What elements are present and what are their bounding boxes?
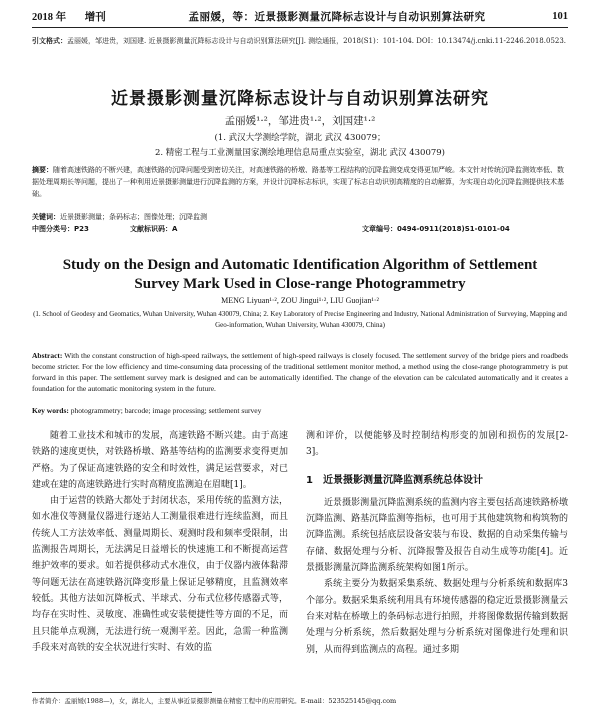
body-left-column	[32, 428, 288, 656]
keywords-en-label: Key words:	[32, 406, 69, 415]
keywords-en-text: photogrammetry; barcode; image processing; settlement survey	[70, 406, 262, 415]
affiliation-en: (1. School of Geodesy and Geomatics, Wuhan University, Wuhan 430079, China; 2. Key Laboratory of Precise Engineering and Industry, National Administration of Surveying, Mapping and Geo-information, Wuhan University, Wuhan 430079, China)	[33, 310, 567, 329]
article-number: 文章编号：0494-0911(2018)S1-0101-04	[362, 225, 510, 233]
citation-text: 孟丽媛，邹进贵，刘国建. 近景摄影测量沉降标志设计与自动识别算法研究[J]. 测绘通报，2018(S1)：101-104. DOI：10.13474/j.cnki.11-2246.2018.0523.	[67, 37, 567, 45]
abstract-cn-text: 随着高速铁路的不断兴建，高速铁路的沉降问题受到密切关注，对高速铁路的桥墩、路基等工程结构的沉降监测变成变得更加严峻。本文针对传统沉降监测效率低、数据处理周期长等问题，提出了一种利用近景摄影测量进行沉降监测的方案，并设计沉降标志标识，实现了标志自动识别高精度的自动解算，为实现自动化沉降监测提供技术基础。	[32, 166, 564, 198]
abstract-en-label: Abstract:	[32, 351, 63, 360]
header-running-title: 孟丽媛，等：近景摄影测量沉降标志设计与自动识别算法研究	[188, 12, 486, 23]
section-title: 近景摄影测量沉降监测系统总体设计	[322, 474, 483, 486]
header-left	[32, 9, 122, 24]
authors-en: MENG Liyuan¹·², ZOU Jingui¹·², LIU Guojian¹·²	[221, 296, 379, 305]
keywords-cn	[32, 211, 568, 223]
abstract-en-text: With the constant construction of high-speed railways, the settlement of high-speed railways is closely focused. The settlement survey of the bridge piers and roadbeds become stricter. For the low efficiency and time-consuming data processing of the traditional settlement monitor method, a method using the close-range photogrammetry is put forward in this paper. The settlement survey mark is designed and can be automatically identified. The change of the elevation can be calculated automatically and it creates a foundation for the automatic monitoring system in the future.	[32, 351, 568, 393]
footnote-rule	[32, 692, 212, 693]
authors-cn: 孟丽媛¹·²，邹进贵¹·²，刘国建¹·²	[224, 115, 376, 127]
section-heading	[306, 473, 568, 489]
section-number: 1	[306, 474, 313, 486]
abstract-cn-label: 摘要：	[32, 166, 53, 174]
abstract-en	[32, 350, 568, 394]
document-code: 文献标识码：A	[130, 225, 178, 233]
affiliation-cn-1: (1. 武汉大学测绘学院，湖北 武汉 430079；	[214, 133, 386, 143]
body-paragraph: 近景摄影测量沉降监测系统的监测内容主要包括高速铁路桥墩沉降监测、路基沉降监测等指标，也可用于其他建筑物和构筑物的沉降监测。系统包括底层设备安装与布设、数据的自动采集传输与存储、数据处理与分析、沉降报警及报告自动生成等功能[4]。近景摄影测量沉降监测系统架构如图1所示。	[306, 497, 568, 574]
author-footnote: 作者简介：孟丽媛(1988—)，女，湖北人，主要从事近景摄影测量在精密工程中的应用研究。E-mail：523525145@qq.com	[32, 697, 397, 705]
affiliation-cn-2: 2. 精密工程与工业测量国家测绘地理信息局重点实验室，湖北 武汉 430079)	[155, 148, 445, 158]
header-page-number: 101	[552, 11, 568, 22]
citation-format	[32, 36, 568, 47]
keywords-cn-text: 近景摄影测量；条码标志；图像处理；沉降监测	[60, 213, 207, 221]
abstract-cn	[32, 164, 568, 200]
body-paragraph: 由于运营的铁路大都处于封闭状态，采用传统的监测方法，如水准仪等测量仪器进行逐站人工测量很难进行连续监测，而且传统人工方法效率低、测量周期长、观测时段和频率受限制，出监测报告周期长，无法满足日益增长的快速施工和不断提高运营维护效率的要求。如若提供移动式水准仪，由于仪器内液体黏滞等问题无法在高速铁路沉降变形量上保证足够精度，且监测效率较低。其他方法如沉降板式、半球式、分布式位移传感器式等，均存在实时性、灵敏度、准确性或安装便捷性等方面的不足，而且只能单点观测，无法进行统一观测平差。因此，急需一种监测手段来对高铁的安全状况进行实时、有效的监	[32, 496, 288, 653]
body-paragraph-continued: 测和评价，以便能够及时控制结构形变的加剧和损伤的发展[2-3]。	[306, 431, 568, 458]
paper-title-en-line-2: Survey Mark Used in Close-range Photogrammetry	[134, 276, 466, 292]
body-paragraph: 随着工业技术和城市的发展，高速铁路不断兴建。由于高速铁路的速度更快，对铁路桥墩、路基等结构的监测要求变得更加严格。为了保证高速铁路的安全和时效性，满足运营要求，对已建或在建的高速铁路进行实时高精度监测迫在眉睫[1]。	[32, 431, 288, 490]
citation-label: 引文格式：	[32, 37, 67, 45]
paper-title-en-line-1: Study on the Design and Automatic Identification Algorithm of Settlement	[62, 257, 538, 273]
keywords-en	[32, 405, 568, 416]
header-year: 2018 年	[32, 12, 67, 23]
paper-title-en	[0, 256, 600, 294]
clc-number: 中图分类号：P23	[32, 225, 89, 233]
body-paragraph: 系统主要分为数据采集系统、数据处理与分析系统和数据库3个部分。数据采集系统利用具有环境传感器的稳定近景摄影测量云台来对粘在桥墩上的条码标志进行拍照，并将图像数据传输到数据处理与分析系统，然后数据处理与分析系统对图像进行处理和识别，从而得到监测点的高程。通过多期	[306, 579, 568, 655]
body-right-column	[306, 428, 568, 658]
paper-title-cn: 近景摄影测量沉降标志设计与自动识别算法研究	[111, 89, 489, 109]
keywords-cn-label: 关键词：	[32, 213, 60, 221]
running-header	[32, 6, 568, 28]
classification-line	[32, 223, 568, 235]
header-issue: 增刊	[84, 12, 106, 23]
